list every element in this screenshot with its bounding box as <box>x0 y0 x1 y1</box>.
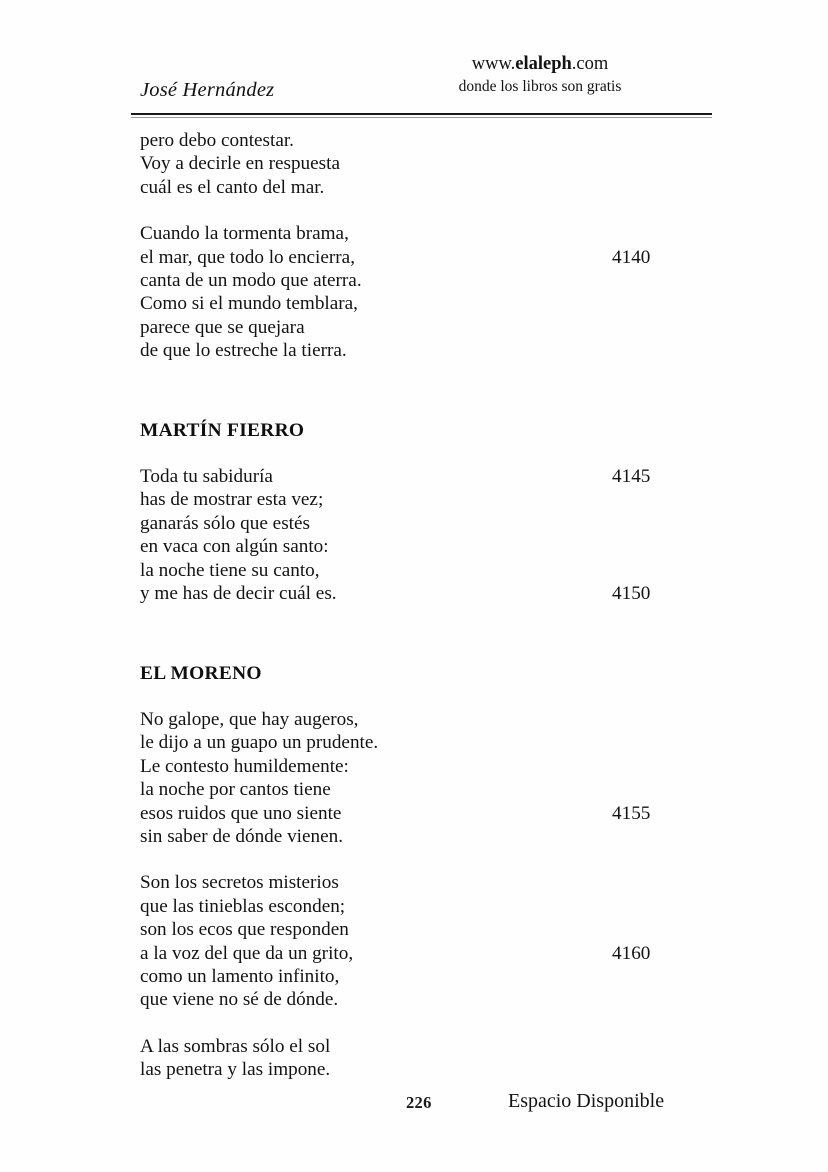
verse-line <box>140 871 712 894</box>
verse-line <box>140 1058 712 1081</box>
verse-line <box>140 965 712 988</box>
verse-text: canta de un modo que aterra. <box>140 270 362 292</box>
verse-text: cuál es el canto del mar. <box>140 176 325 198</box>
verse-line <box>140 129 712 152</box>
verse-text: Voy a decirle en respuesta <box>140 153 340 175</box>
site-url-prefix: www. <box>471 54 516 74</box>
verse-line <box>140 988 712 1011</box>
stanza-spacer <box>140 442 712 465</box>
stanza <box>140 129 712 199</box>
verse-text: la noche tiene su canto, <box>140 559 320 581</box>
verse-line <box>140 465 712 488</box>
verse-line <box>140 731 712 754</box>
verse-text: No galope, que hay augeros, <box>140 708 359 730</box>
verse-line <box>140 825 712 848</box>
site-url-brand: elaleph <box>515 54 572 74</box>
verse-text: en vaca con algún santo: <box>140 536 329 558</box>
verse-text: y me has de decir cuál es. <box>140 583 337 605</box>
verse-line <box>140 918 712 941</box>
verse-text: esos ruidos que uno siente <box>140 802 342 824</box>
verse-line <box>140 152 712 175</box>
header-tagline: donde los libros son gratis <box>458 78 622 95</box>
verse-text: Como si el mundo temblara, <box>140 293 358 315</box>
verse-text: A las sombras sólo el sol <box>140 1035 331 1057</box>
verse-text: como un lamento infinito, <box>140 965 340 987</box>
verse-text: Cuando la tormenta brama, <box>140 223 349 245</box>
verse-text: las penetra y las impone. <box>140 1059 331 1081</box>
verse-line <box>140 895 712 918</box>
stanza <box>140 222 712 362</box>
verse-text: ganarás sólo que estés <box>140 512 310 534</box>
verse-text: parece que se quejara <box>140 316 305 338</box>
header-site-block <box>390 52 690 98</box>
verse-text: Toda tu sabiduría <box>140 466 273 488</box>
speaker-heading: EL MORENO <box>140 662 262 684</box>
verse-line <box>140 339 712 362</box>
footer-note: Espacio Disponible <box>508 1090 665 1112</box>
header-divider-rule <box>131 113 712 115</box>
verse-text: que las tinieblas esconden; <box>140 895 346 917</box>
stanza <box>140 465 712 605</box>
verse-line <box>140 269 712 292</box>
verse-text: a la voz del que da un grito, <box>140 942 354 964</box>
verse-text: has de mostrar esta vez; <box>140 489 324 511</box>
verse-text: son los ecos que responden <box>140 919 349 941</box>
page-header <box>131 52 712 108</box>
verse-text: que viene no sé de dónde. <box>140 989 339 1011</box>
verse-line <box>140 582 712 605</box>
verse-line <box>140 559 712 582</box>
verse-line <box>140 755 712 778</box>
poem-body <box>140 129 712 1105</box>
stanza <box>140 871 712 1011</box>
verse-line-number: 4145 <box>612 466 651 488</box>
stanza-spacer <box>140 629 712 662</box>
verse-line-number: 4140 <box>612 246 651 268</box>
stanza-spacer <box>140 386 712 419</box>
verse-line-number: 4155 <box>612 802 651 824</box>
verse-line-number: 4160 <box>612 942 651 964</box>
verse-line <box>140 292 712 315</box>
verse-line-number: 4150 <box>612 583 651 605</box>
verse-line <box>140 488 712 511</box>
verse-line <box>140 1035 712 1058</box>
verse-text: Le contesto humildemente: <box>140 755 349 777</box>
verse-line <box>140 708 712 731</box>
stanza <box>140 1035 712 1082</box>
stanza <box>140 708 712 848</box>
verse-line <box>140 316 712 339</box>
verse-text: sin saber de dónde vienen. <box>140 825 344 847</box>
verse-line <box>140 778 712 801</box>
verse-line <box>140 942 712 965</box>
page-footer <box>131 1090 712 1130</box>
verse-text: la noche por cantos tiene <box>140 779 331 801</box>
verse-line <box>140 802 712 825</box>
speaker-heading: MARTÍN FIERRO <box>140 419 305 441</box>
stanza-spacer <box>140 685 712 708</box>
page-number: 226 <box>406 1093 432 1112</box>
verse-text: le dijo a un guapo un prudente. <box>140 732 379 754</box>
verse-line <box>140 246 712 269</box>
verse-text: de que lo estreche la tierra. <box>140 340 347 362</box>
header-divider-rule-secondary <box>131 117 712 118</box>
site-url-suffix: .com <box>571 54 609 74</box>
verse-text: Son los secretos misterios <box>140 872 339 894</box>
verse-line <box>140 535 712 558</box>
verse-line <box>140 176 712 199</box>
header-author: José Hernández <box>140 79 275 101</box>
verse-text: el mar, que todo lo encierra, <box>140 246 355 268</box>
verse-line <box>140 222 712 245</box>
header-site-url <box>390 52 690 76</box>
verse-text: pero debo contestar. <box>140 130 294 151</box>
verse-line <box>140 512 712 535</box>
